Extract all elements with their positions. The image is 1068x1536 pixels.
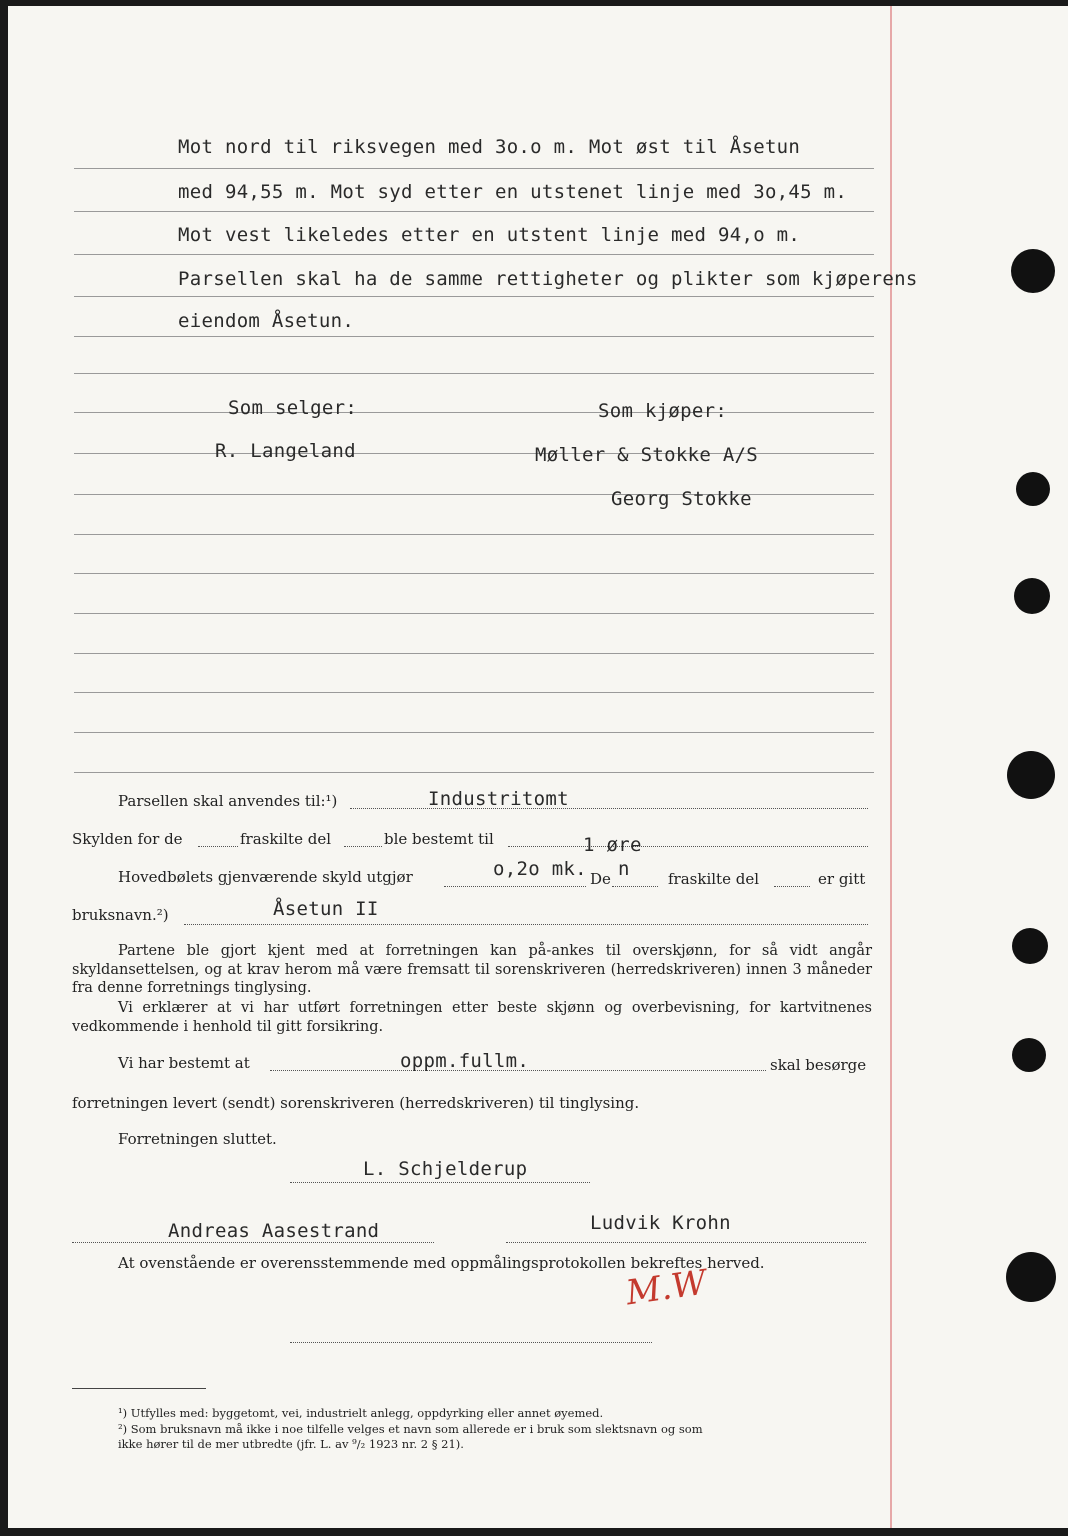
ruled-line (74, 254, 874, 255)
buyer-company: Møller & Stokke A/S (535, 444, 759, 466)
typed-line-1: Mot nord til riksvegen med 3o.o m. Mot øst til Åsetun (178, 136, 801, 158)
ruled-line (74, 573, 874, 574)
ruled-line (74, 534, 874, 535)
ruled-line (74, 772, 874, 773)
document-page (8, 6, 1068, 1528)
ruled-line (74, 732, 874, 733)
skyld-dots-2 (344, 846, 382, 847)
fraskilte-label: fraskilte del (668, 870, 759, 888)
typed-line-3: Mot vest likeledes etter en utstent linje med 94,o m. (178, 224, 801, 246)
ruled-line (74, 373, 874, 374)
punch-hole (1006, 1252, 1056, 1302)
fraskilte-dots (774, 886, 810, 887)
seller-name: R. Langeland (215, 440, 356, 462)
punch-hole (1014, 578, 1050, 614)
skyld-value: 1 øre (583, 834, 642, 856)
ruled-line (74, 653, 874, 654)
signature-line-2 (72, 1242, 434, 1243)
signature-line-3 (506, 1242, 866, 1243)
hoved-label: Hovedbølets gjenværende skyld utgjør (118, 868, 413, 886)
punch-hole (1012, 1038, 1046, 1072)
punch-hole (1016, 472, 1050, 506)
skyld-dots-3 (508, 846, 868, 847)
footnote-2-cont: ikke hører til de mer utbredte (jfr. L. av ⁹/₂ 1923 nr. 2 § 21). (118, 1437, 464, 1451)
ruled-line (74, 692, 874, 693)
skyld-label: Skylden for de (72, 830, 183, 848)
besorge-label: skal besørge (770, 1056, 867, 1074)
de-value: De (590, 870, 611, 888)
ruled-line (74, 168, 874, 169)
footnote-2: ²) Som bruksnavn må ikke i noe tilfelle velges et navn som allerede er i bruk som slektsnavn og som (118, 1422, 703, 1436)
ruled-line (74, 412, 874, 413)
ruled-line (74, 494, 874, 495)
bestemt-label: Vi har bestemt at (118, 1054, 250, 1072)
levert-text: forretningen levert (sendt) sorenskriveren (herredskriveren) til tinglysing. (72, 1094, 640, 1112)
ruled-line (74, 296, 874, 297)
footnote-separator (72, 1388, 206, 1389)
buyer-label: Som kjøper: (598, 400, 728, 422)
red-initials: M.W (623, 1262, 709, 1314)
typed-line-4: Parsellen skal ha de samme rettigheter og plikter som kjøperens (178, 268, 918, 290)
typed-line-5: eiendom Åsetun. (178, 310, 355, 332)
attest-signature-line (290, 1342, 652, 1343)
punch-hole (1012, 928, 1048, 964)
use-label: Parsellen skal anvendes til:¹) (118, 792, 338, 810)
footnote-1: ¹) Utfylles med: byggetomt, vei, industrielt anlegg, oppdyrking eller annet øyemed. (118, 1406, 604, 1420)
n-value: n (618, 858, 630, 880)
punch-hole (1011, 249, 1055, 293)
signature-krohn: Ludvik Krohn (590, 1212, 731, 1234)
ruled-line (74, 211, 874, 212)
margin-line (890, 6, 892, 1528)
bruksnavn-dots (184, 924, 868, 925)
use-value: Industritomt (428, 788, 569, 810)
declaration-paragraph: Vi erklærer at vi har utført forretningen etter beste skjønn og overbevisning, for kartvitnenes vedkommende i henhold til gitt forsikring. (72, 1000, 872, 1035)
skyld-dots-1 (198, 846, 238, 847)
signature-schjelderup: L. Schjelderup (363, 1158, 528, 1180)
bestemt-value: oppm.fullm. (400, 1050, 530, 1072)
hoved-value: o,2o mk. (493, 858, 587, 880)
appeal-paragraph: Partene ble gjort kjent med at forretningen kan på-ankes til overskjønn, for så vidt angår skyldansettelsen, og at krav herom må være fremsatt til sorenskriveren (herredskriveren) innen 3 måneder fra denne forretnings tinglysing. (72, 943, 872, 996)
typed-line-2: med 94,55 m. Mot syd etter en utstenet linje med 3o,45 m. (178, 181, 848, 203)
punch-hole (1007, 751, 1055, 799)
bruksnavn-label: bruksnavn.²) (72, 906, 169, 924)
hoved-dots (444, 886, 586, 887)
ruled-line (74, 336, 874, 337)
seller-label: Som selger: (228, 397, 358, 419)
sluttet-text: Forretningen sluttet. (118, 1130, 277, 1148)
attest-text: At ovenstående er overensstemmende med oppmålingsprotokollen bekreftes herved. (118, 1254, 765, 1272)
bruksnavn-value: Åsetun II (273, 898, 379, 920)
skyld-label-3: ble bestemt til (384, 830, 494, 848)
signature-line-1 (290, 1182, 590, 1183)
gitt-label: er gitt (818, 870, 866, 888)
signature-aasestrand: Andreas Aasestrand (168, 1220, 380, 1242)
n-dots (612, 886, 658, 887)
ruled-line (74, 613, 874, 614)
buyer-person: Georg Stokke (611, 488, 752, 510)
skyld-label-2: fraskilte del (240, 830, 331, 848)
